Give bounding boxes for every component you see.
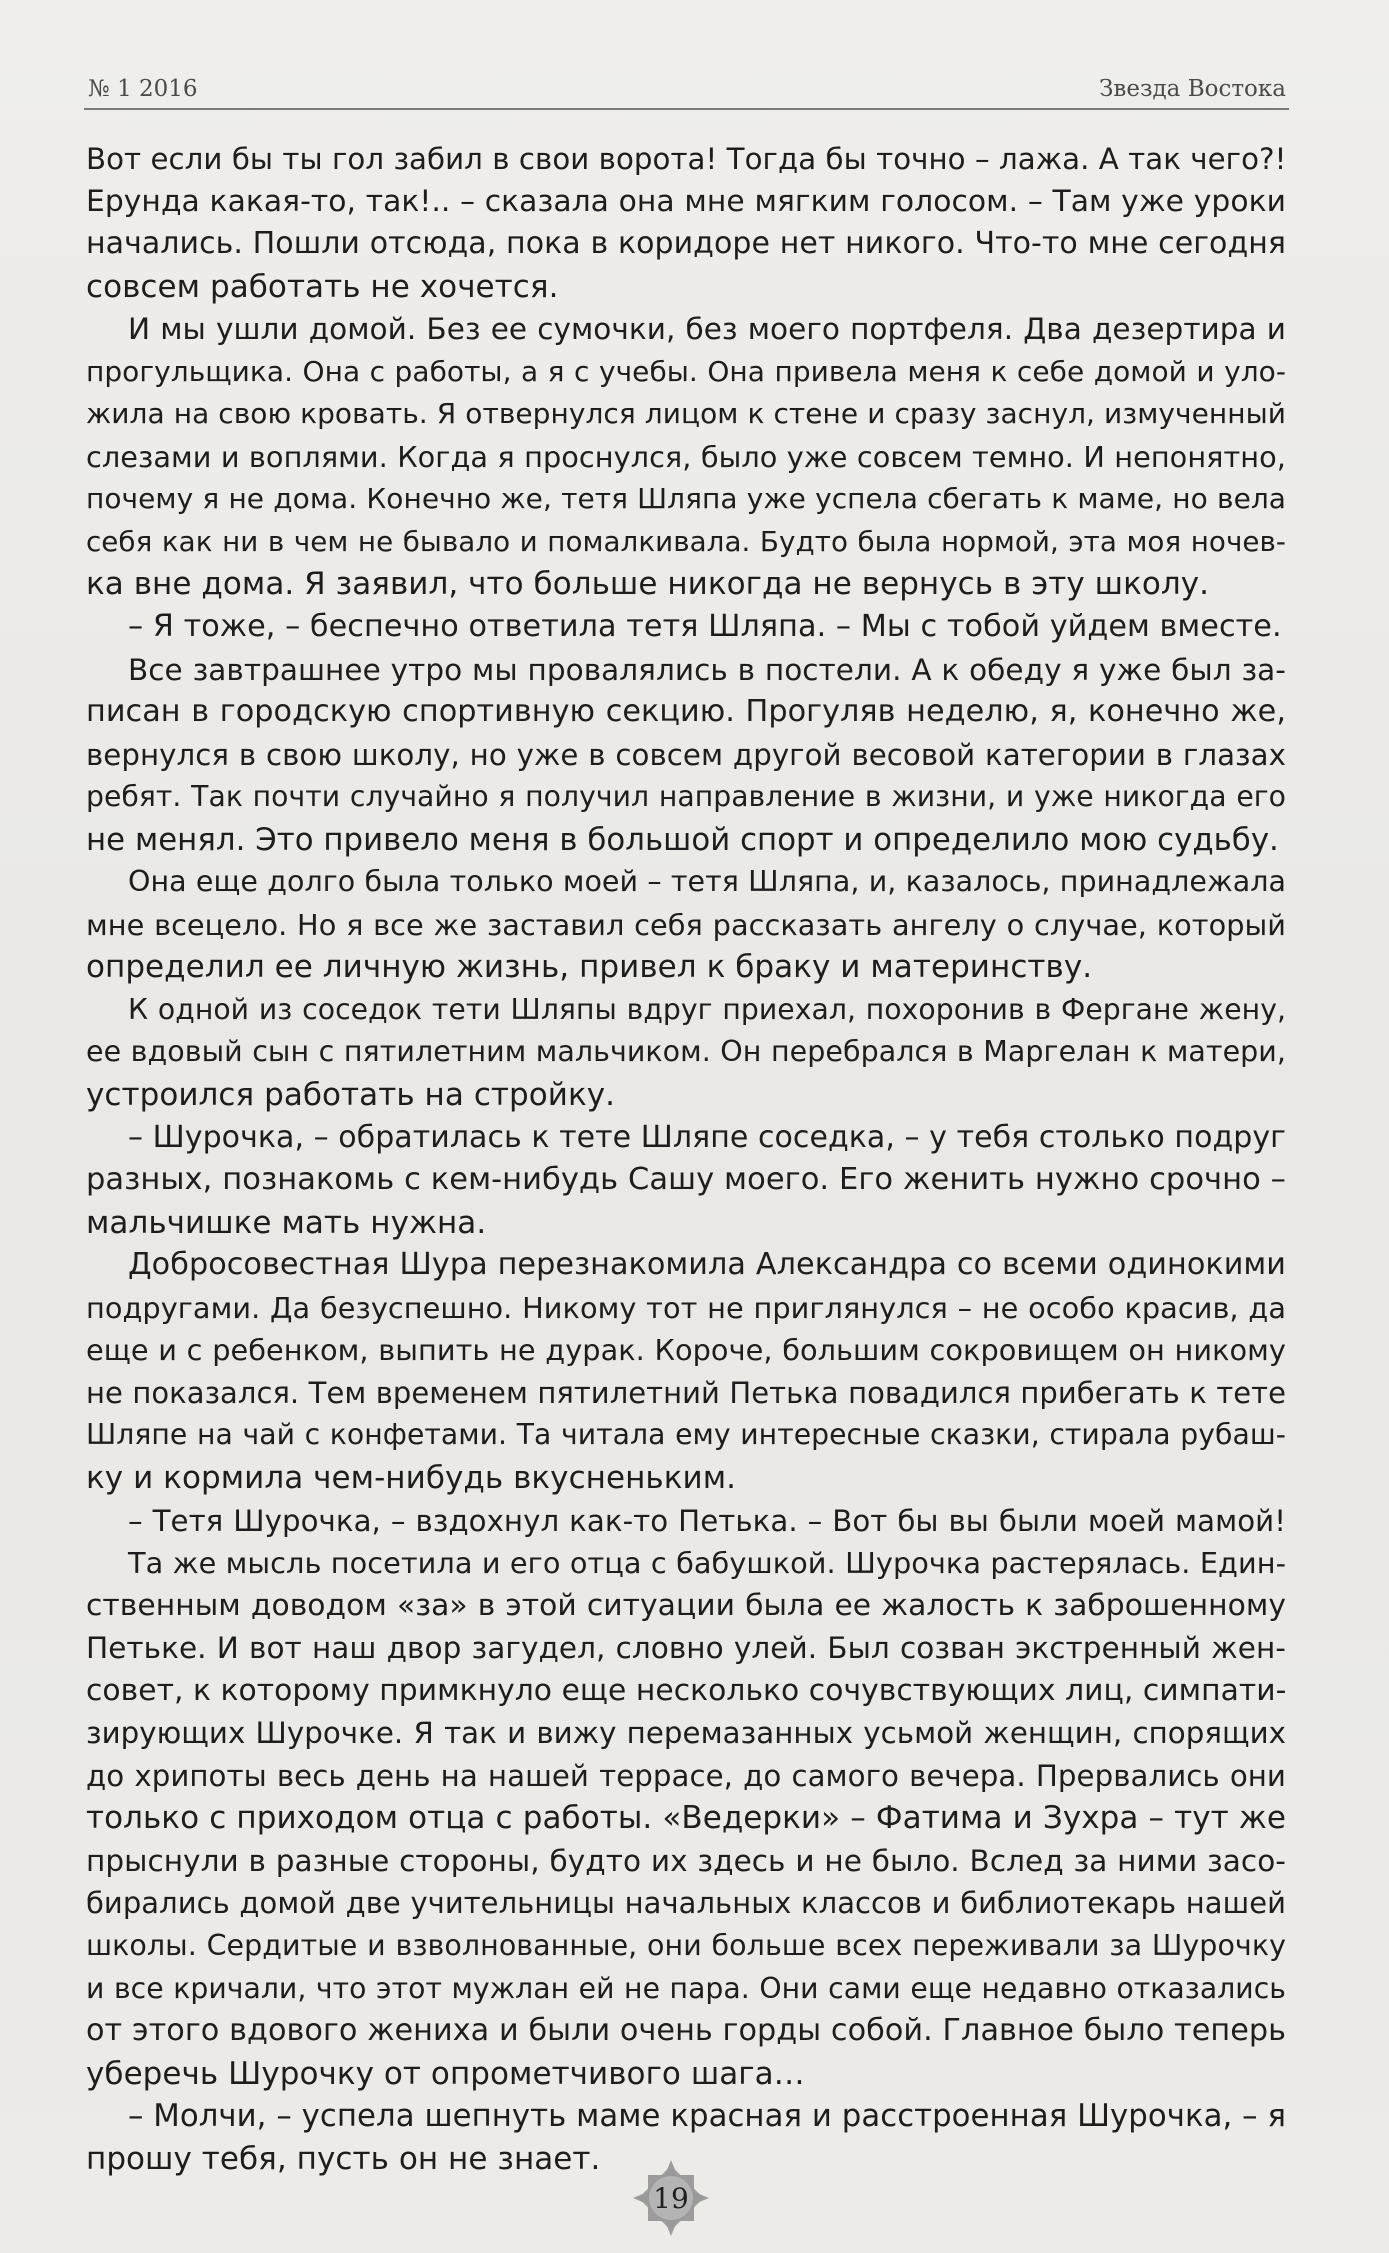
text-line: Шляпе на чай с конфетами. Та читала ему интересные сказки, стирала рубаш- bbox=[86, 1418, 1286, 1452]
text-line: до хрипоты весь день на нашей террасе, до самого вечера. Прервались они bbox=[86, 1758, 1286, 1793]
text-line: себя как ни в чем не бывало и помалкивала. Будто была нормой, эта моя ночев- bbox=[86, 524, 1286, 558]
text-line: мне всецело. Но я все же заставил себя рассказать ангелу о случае, который bbox=[86, 907, 1286, 942]
header-rule bbox=[84, 108, 1289, 110]
text-line: И мы ушли домой. Без ее сумочки, без моего портфеля. Два дезертира и bbox=[128, 312, 1286, 347]
text-line: ку и кормила чем-нибудь вкусненьким. bbox=[86, 1459, 737, 1496]
text-line: совсем работать не хочется. bbox=[86, 268, 559, 305]
text-line: подругами. Да безуспешно. Никому тот не приглянулся – не особо красив, да bbox=[86, 1290, 1286, 1325]
text-line: школы. Сердитые и взволнованные, они больше всех переживали за Шурочку bbox=[86, 1928, 1286, 1962]
text-line: – Тетя Шурочка, – вздохнул как-то Петька. – Вот бы вы были моей мамой! bbox=[128, 1503, 1286, 1538]
article-body bbox=[86, 138, 1286, 2180]
text-line: мальчишке мать нужна. bbox=[86, 1204, 487, 1241]
text-line: Она еще долго была только моей – тетя Шляпа, и, казалось, принадлежала bbox=[128, 865, 1286, 899]
text-line: определил ее личную жизнь, привел к браку и материнству. bbox=[86, 949, 1093, 986]
text-line: только с приходом отца с работы. «Ведерки» – Фатима и Зухра – тут же bbox=[86, 1800, 1286, 1837]
text-line: – Молчи, – успела шепнуть маме красная и расстроенная Шурочка, – я bbox=[128, 2098, 1286, 2135]
text-line: начались. Пошли отсюда, пока в коридоре нет никого. Что-то мне сегодня bbox=[86, 226, 1286, 262]
text-line: Все завтрашнее утро мы провалялись в постели. А к обеду я уже был за- bbox=[128, 652, 1286, 687]
text-line: – Шурочка, – обратилась к тете Шляпе соседка, – у тебя столько подруг bbox=[128, 1119, 1286, 1155]
text-line: – Я тоже, – беспечно ответила тетя Шляпа. – Мы с тобой уйдем вместе. bbox=[128, 609, 1282, 645]
text-line: не менял. Это привело меня в большой спорт и определило мою судьбу. bbox=[86, 821, 1279, 858]
text-line: и все кричали, что этот мужлан ей не пара. Они сами еще недавно отказались bbox=[86, 1971, 1286, 2005]
text-line: жила на свою кровать. Я отвернулся лицом к стене и сразу заснул, измученный bbox=[86, 397, 1286, 431]
text-line: зирующих Шурочке. Я так и вижу перемазанных усьмой женщин, спорящих bbox=[86, 1716, 1286, 1751]
text-line: почему я не дома. Конечно же, тетя Шляпа уже успела сбегать к маме, но вела bbox=[86, 482, 1286, 516]
text-line: прошу тебя, пусть он не знает. bbox=[86, 2140, 601, 2177]
text-line: Добросовестная Шура перезнакомила Александра со всеми одинокими bbox=[128, 1247, 1286, 1283]
text-line: не показался. Тем временем пятилетний Петька повадился прибегать к тете bbox=[86, 1375, 1286, 1410]
running-header bbox=[88, 62, 1286, 102]
journal-title: Звезда Востока bbox=[1099, 76, 1286, 102]
text-line: от этого вдового жениха и были очень горды собой. Главное было теперь bbox=[86, 2013, 1286, 2049]
text-line: ка вне дома. Я заявил, что больше никогда не вернусь в эту школу. bbox=[86, 566, 1210, 603]
text-line: еще и с ребенком, выпить не дурак. Короче, большим сокровищем он никому bbox=[86, 1333, 1286, 1368]
text-line: уберечь Шурочку от опрометчивого шага… bbox=[86, 2055, 805, 2092]
text-line: совет, к которому примкнуло еще несколько сочувствующих лиц, симпати- bbox=[86, 1672, 1287, 1708]
text-line: К одной из соседок тети Шляпы вдруг приехал, похоронив в Фергане жену, bbox=[128, 992, 1286, 1026]
text-line: Та же мысль посетила и его отца с бабушкой. Шурочка растерялась. Един- bbox=[128, 1546, 1286, 1581]
text-line: устроился работать на стройку. bbox=[86, 1077, 616, 1114]
text-line: прогульщика. Она с работы, а я с учебы. Она привела меня к себе домой и уло- bbox=[86, 354, 1286, 388]
text-line: Петьке. И вот наш двор загудел, словно улей. Был созван экстренный жен- bbox=[86, 1631, 1286, 1666]
text-line: вернулся в свою школу, но уже в совсем другой весовой категории в глазах bbox=[86, 737, 1286, 772]
page-number: 19 bbox=[653, 2181, 689, 2215]
text-line: ственным доводом «за» в этой ситуации была ее жалость к заброшенному bbox=[86, 1587, 1286, 1623]
text-line: прыснули в разные стороны, будто их здесь и не было. Вслед за ними засо- bbox=[86, 1843, 1286, 1878]
text-line: слезами и воплями. Когда я проснулся, было уже совсем темно. И непонятно, bbox=[86, 439, 1286, 474]
text-line: ее вдовый сын с пятилетним мальчиком. Он перебрался в Маргелан к матери, bbox=[86, 1035, 1286, 1069]
text-line: Вот если бы ты гол забил в свои ворота! Тогда бы точно – лажа. А так чего?! bbox=[86, 142, 1287, 176]
text-line: разных, познакомь с кем-нибудь Сашу моего. Его женить нужно срочно – bbox=[86, 1162, 1286, 1198]
issue-label: № 1 2016 bbox=[88, 76, 198, 102]
text-line: писан в городскую спортивную секцию. Прогуляв неделю, я, конечно же, bbox=[86, 694, 1286, 730]
text-line: Ерунда какая-то, так!.. – сказала она мне мягким голосом. – Там уже уроки bbox=[86, 183, 1286, 219]
text-line: ребят. Так почти случайно я получил направление в жизни, и уже никогда его bbox=[86, 780, 1286, 814]
text-line: бирались домой две учительницы начальных классов и библиотекарь нашей bbox=[86, 1886, 1286, 1921]
